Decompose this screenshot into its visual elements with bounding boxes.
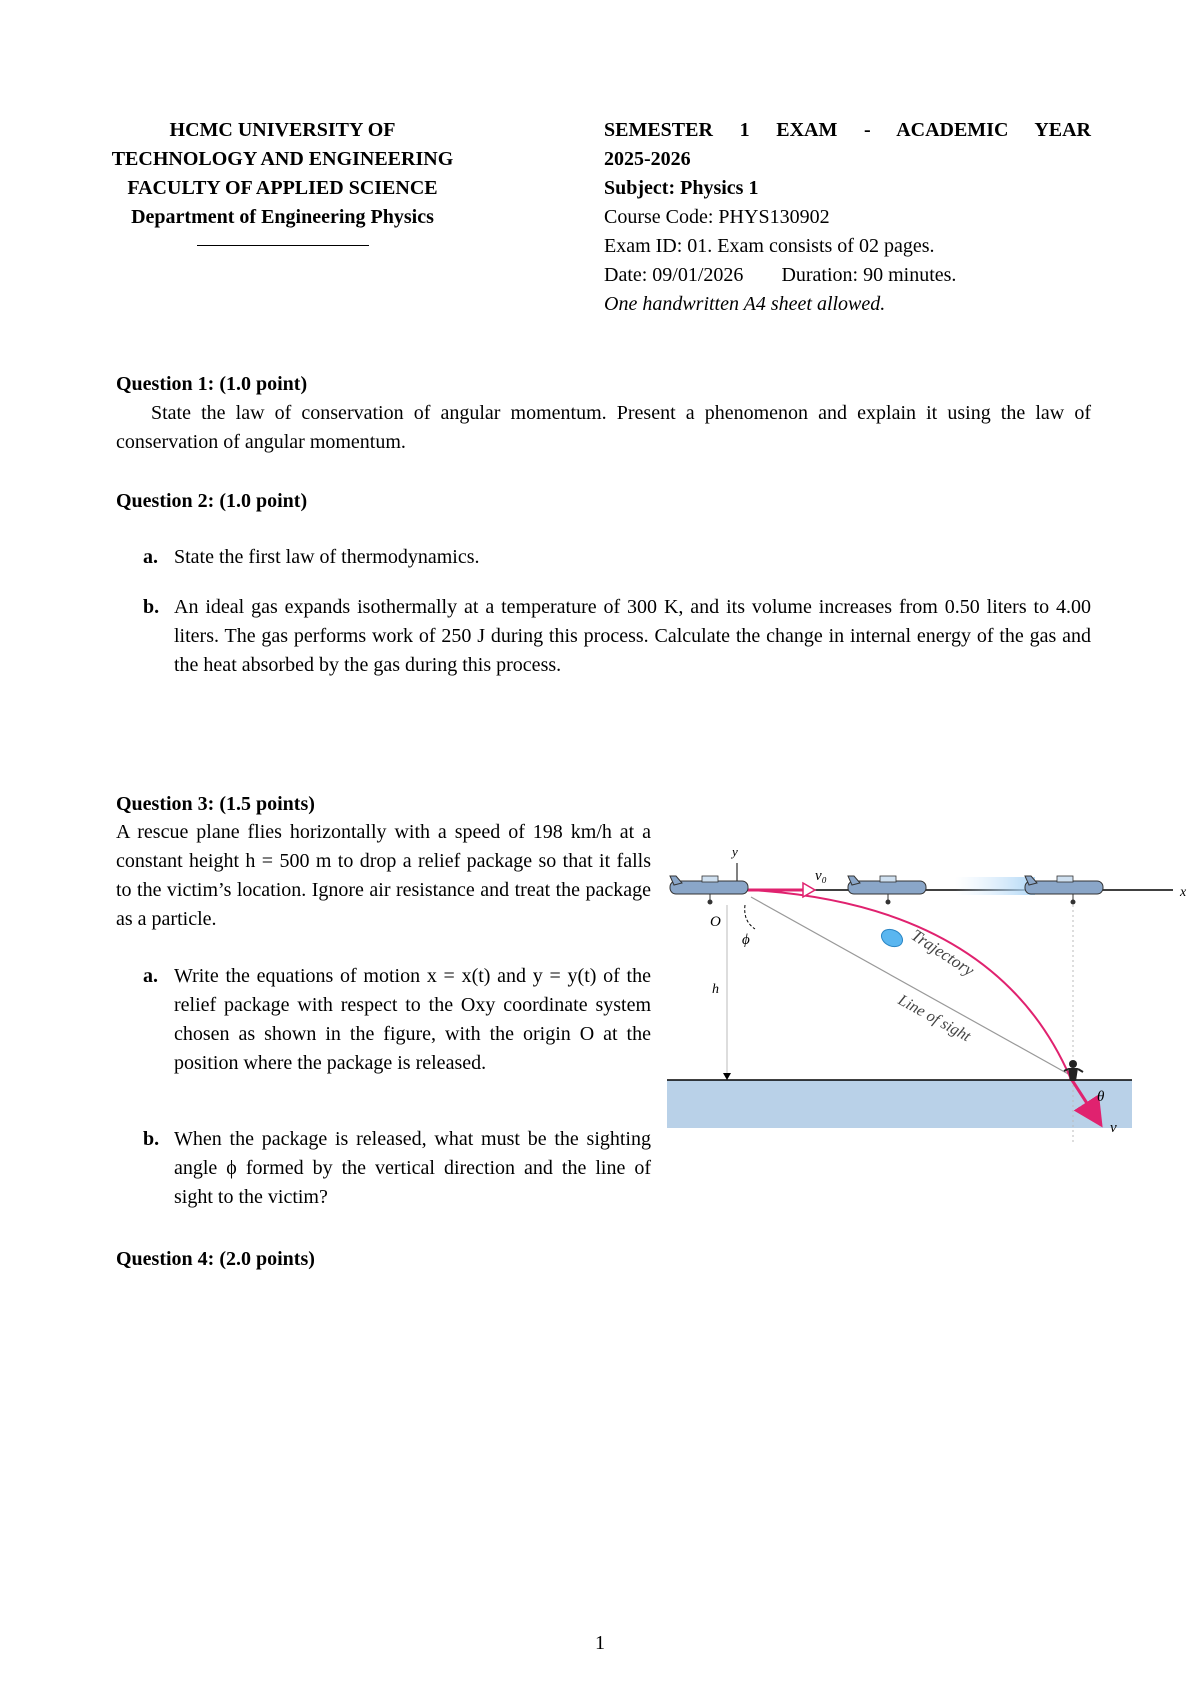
question-1-text [116, 399, 1091, 457]
origin-label: O [710, 914, 721, 930]
question-2b [143, 593, 1091, 680]
question-3b [143, 1125, 651, 1212]
question-3a [143, 962, 651, 1078]
institution-header [105, 116, 460, 246]
exam-date: Date: 09/01/2026 [604, 264, 744, 286]
rescue-plane-figure [665, 835, 1195, 1175]
question-2a [143, 543, 1091, 572]
x-axis-label: x [1180, 885, 1187, 900]
question-4-heading: Question 4: (2.0 points) [116, 1248, 315, 1270]
trajectory-label: Trajectory [907, 925, 978, 980]
question-2b-text: An ideal gas expands isothermally at a temperature of 300 K, and its volume increases from 0.50 liters to 4.00 liters. The gas performs work of 250 J during this process. Calculate the change in internal energy of the gas and the heat absorbed by the gas during this process. [174, 596, 1091, 676]
motion-trail [955, 877, 1035, 895]
package-icon [879, 926, 906, 950]
academic-year: 2025-2026 [604, 148, 691, 170]
exam-info-header [604, 116, 1091, 319]
exam-id: Exam ID: 01. Exam consists of 02 pages. [604, 235, 935, 257]
exam-title: SEMESTER 1 EXAM - ACADEMIC YEAR [604, 119, 1091, 141]
phi-arc [745, 905, 755, 929]
theta-label: θ [1097, 1089, 1105, 1105]
question-1-body: State the law of conservation of angular momentum. Present a phenomenon and explain it using the law of conservation of angular momentum. [116, 402, 1091, 453]
exam-duration: Duration: 90 minutes. [781, 264, 957, 286]
plane-icon [1025, 876, 1103, 905]
question-3a-label: a. [143, 965, 158, 987]
height-arrowhead [723, 1073, 731, 1080]
question-3b-label: b. [143, 1128, 160, 1150]
header-divider [197, 245, 369, 246]
page-number: 1 [595, 1632, 605, 1654]
water-surface [667, 1080, 1132, 1128]
y-axis-label: y [732, 844, 738, 859]
plane-icon [848, 876, 926, 905]
faculty-name: FACULTY OF APPLIED SCIENCE [127, 177, 438, 199]
question-2b-label: b. [143, 596, 160, 618]
course-code: Course Code: PHYS130902 [604, 206, 830, 228]
question-2a-label: a. [143, 546, 158, 568]
phi-label: ϕ [742, 932, 750, 948]
victim-icon [1064, 1060, 1083, 1081]
department-name: Department of Engineering Physics [131, 206, 434, 228]
height-label: h [712, 982, 719, 997]
date-duration-line [604, 261, 1091, 290]
university-line-2: TECHNOLOGY AND ENGINEERING [111, 148, 454, 170]
university-line-1: HCMC UNIVERSITY OF [169, 119, 396, 141]
subject: Subject: Physics 1 [604, 177, 759, 199]
question-1-heading: Question 1: (1.0 point) [116, 373, 308, 395]
question-3a-text: Write the equations of motion x = x(t) and y = y(t) of the relief package with respect to the Oxy coordinate system chosen as shown in the figure, with the origin O at the position where the package is released. [174, 965, 651, 1074]
v0-arrowhead [803, 883, 815, 897]
plane-icon [670, 876, 748, 905]
question-3-text: A rescue plane flies horizontally with a speed of 198 km/h at a constant height h = 500 m to drop a relief package so that it falls to the victim’s location. Ignore air resistance and treat the package as a particle. [116, 821, 651, 930]
exam-note: One handwritten A4 sheet allowed. [604, 293, 886, 315]
question-2-heading: Question 2: (1.0 point) [116, 490, 308, 512]
line-of-sight-label: Line of sight [895, 991, 974, 1046]
question-2a-text: State the first law of thermodynamics. [174, 546, 480, 568]
question-3-heading: Question 3: (1.5 points) [116, 793, 315, 815]
v0-label: v₀ [815, 868, 827, 884]
v-label: v [1110, 1120, 1117, 1136]
question-3b-text: When the package is released, what must be the sighting angle ϕ formed by the vertical direction and the line of sight to the victim? [174, 1128, 651, 1208]
